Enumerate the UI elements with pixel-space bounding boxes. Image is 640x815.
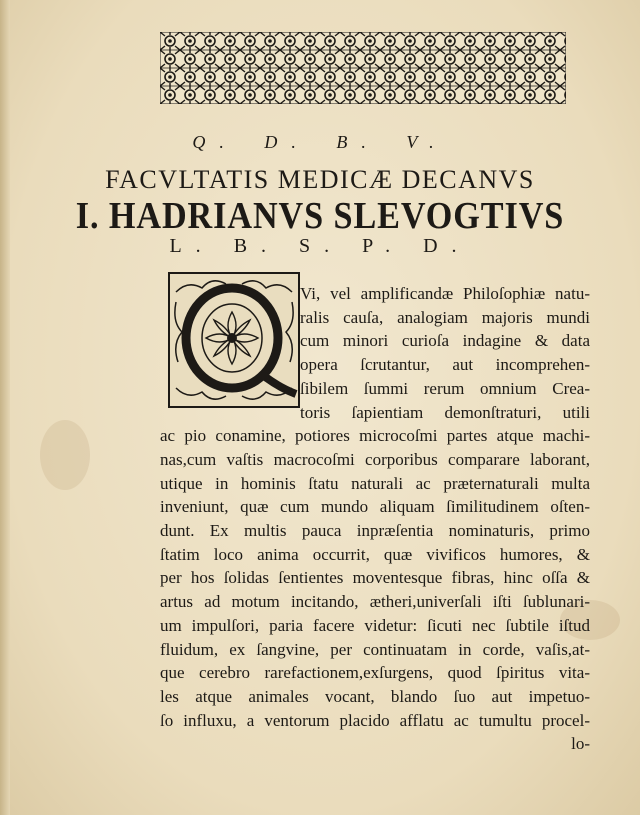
- qdbv-b: B.: [336, 132, 380, 152]
- text-line-5: ſibilem ſummi rerum omnium Crea-: [300, 378, 590, 398]
- text-line-10: inveniunt, quæ cum mundo aliquam ſimilitudinem oſten-: [160, 497, 590, 517]
- text-line-13: per hos ſolidas ſentientes moventesque fibras, hinc oſſa &: [160, 568, 590, 588]
- text-line-11: dunt. Ex multis pauca inpræſentia nominaturis, primo: [160, 521, 590, 541]
- catchword: lo-: [571, 734, 590, 754]
- text-line-12: ſtatim loco anima occurrit, quæ vivificos humores, &: [160, 544, 590, 564]
- qdbv-q: Q.: [192, 132, 238, 152]
- header-qdbv: [0, 132, 640, 153]
- text-line-6: toris ſapientiam demonſtraturi, utili: [300, 402, 590, 422]
- text-line-8: nas,cum vaſtis macrocoſmi corporibus comparare laborant,: [160, 449, 590, 469]
- qdbv-d: D.: [264, 132, 310, 152]
- text-line-17: que cerebro rarefactionem,exſurgens, quod ſpiritus vita-: [160, 663, 590, 683]
- text-line-15: um impulſori, paria facere videtur: ſicuti nec ſubtile iſtud: [160, 615, 590, 635]
- faculty-title: FACVLTATIS MEDICÆ DECANVS: [105, 165, 535, 194]
- text-line-19: ſo influxu, a ventorum placido afflatu ac tumultu procel-: [160, 710, 590, 730]
- page-edge: [0, 0, 10, 815]
- text-line-3: cum minori curioſa indagine & data: [300, 331, 590, 351]
- paper-stain: [40, 420, 90, 490]
- text-line-18: les atque animales vocant, blando ſuo aut impetuo-: [160, 686, 590, 706]
- text-line-4: opera ſcrutantur, aut incomprehen-: [300, 355, 590, 375]
- text-line-9: utique in hominis ſtatu naturali ac præternaturali multa: [160, 473, 590, 493]
- floral-headpiece-band-icon: [160, 32, 566, 104]
- salutation-s: S.: [299, 235, 344, 257]
- salutation-b: B.: [233, 235, 281, 257]
- text-line-2: ralis cauſa, analogiam majoris mundi: [300, 307, 590, 327]
- text-line-14: artus ad motum incitando, ætheri,univerſali iſti ſublunari-: [160, 592, 590, 612]
- body-text: [160, 282, 590, 756]
- text-line-16: fluidum, ex ſangvine, per continuatam in corde, vaſis,at-: [160, 639, 590, 659]
- text-line-7: ac pio conamine, potiores microcoſmi partes atque machi-: [160, 426, 590, 446]
- text-line-1: Vi, vel amplificandæ Philoſophiæ natu-: [300, 284, 590, 303]
- qdbv-v: V.: [406, 132, 448, 152]
- salutation-l: L.: [169, 235, 215, 257]
- salutation: [0, 235, 640, 258]
- dean-name: I. HADRIANVS SLEVOGTIVS: [75, 195, 565, 237]
- salutation-p: P.: [362, 235, 405, 257]
- salutation-d: D.: [423, 235, 471, 257]
